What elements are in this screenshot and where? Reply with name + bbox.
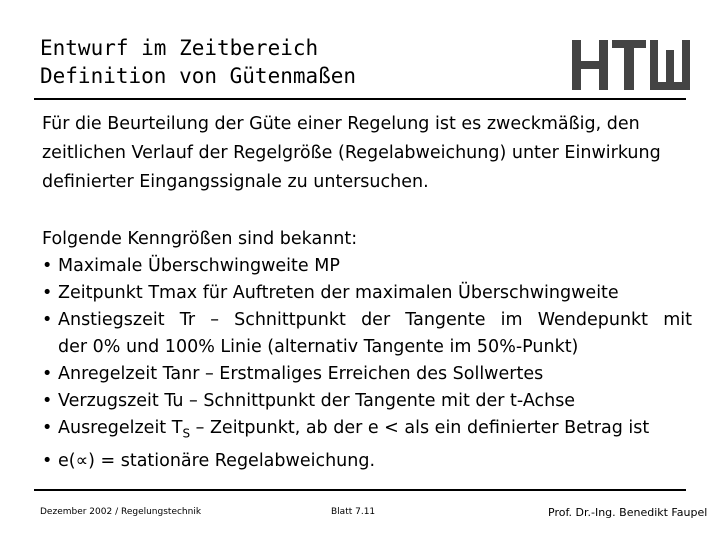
item-text <box>58 418 650 441</box>
bullet-icon: • <box>42 418 53 438</box>
bullet-icon: • <box>42 310 53 330</box>
list-item <box>42 280 692 307</box>
intro-line-2: zeitlichen Verlauf der Regelgröße (Regelabweichung) unter Einwirkung <box>42 143 661 163</box>
htw-logo <box>572 40 692 90</box>
list-item <box>42 361 692 388</box>
title-line-2: Definition von Gütenmaßen <box>40 64 357 88</box>
word: Anstiegszeit <box>58 310 165 330</box>
bullet-icon: • <box>42 364 53 384</box>
title-line-1: Entwurf im Zeitbereich <box>40 36 319 60</box>
word: der <box>361 310 391 330</box>
list-item <box>42 415 692 448</box>
subscript: S <box>182 426 191 441</box>
intro-line-3: definierter Eingangssignale zu untersuchen. <box>42 172 429 192</box>
parameter-list <box>42 253 692 475</box>
item-text: Verzugszeit Tu – Schnittpunkt der Tangente mit der t-Achse <box>58 391 576 411</box>
item-text: Anregelzeit Tanr – Erstmaliges Erreichen des Sollwertes <box>58 364 544 384</box>
item-text-justified <box>58 307 692 334</box>
word: Wendepunkt <box>537 310 649 330</box>
bullet-icon: • <box>42 256 53 276</box>
bullet-icon: • <box>42 391 53 411</box>
footer-author: Prof. Dr.-Ing. Benedikt Faupel <box>548 506 708 519</box>
list-item <box>42 253 692 280</box>
list-item <box>42 388 692 415</box>
item-text-prefix: Ausregelzeit T <box>58 418 183 438</box>
word: mit <box>663 310 692 330</box>
footer-page: Blatt 7.11 <box>331 507 376 517</box>
item-text: e(∝) = stationäre Regelabweichung. <box>58 450 376 471</box>
intro-paragraph <box>42 110 682 197</box>
word: – <box>210 310 219 330</box>
footer-date: Dezember 2002 / Regelungstechnik <box>40 507 202 517</box>
header-divider <box>34 98 686 100</box>
item-text: Maximale Überschwingweite MP <box>58 256 340 276</box>
word: Schnittpunkt <box>234 310 346 330</box>
bullet-icon: • <box>42 450 53 471</box>
item-text-suffix: – Zeitpunkt, ab der e < als ein definierter Betrag ist <box>190 418 650 438</box>
bullet-icon: • <box>42 283 53 303</box>
list-item <box>42 448 692 475</box>
word: Tangente <box>405 310 486 330</box>
footer-divider <box>34 489 686 491</box>
list-lead: Folgende Kenngrößen sind bekannt: <box>42 229 358 249</box>
intro-line-1: Für die Beurteilung der Güte einer Regelung ist es zweckmäßig, den <box>42 114 640 134</box>
slide-title <box>40 34 356 90</box>
list-item <box>42 307 692 361</box>
item-text: Zeitpunkt Tmax für Auftreten der maximalen Überschwingweite <box>58 283 619 303</box>
word: im <box>500 310 523 330</box>
item-text-continued: der 0% und 100% Linie (alternativ Tangente im 50%-Punkt) <box>58 337 579 357</box>
word: Tr <box>179 310 196 330</box>
